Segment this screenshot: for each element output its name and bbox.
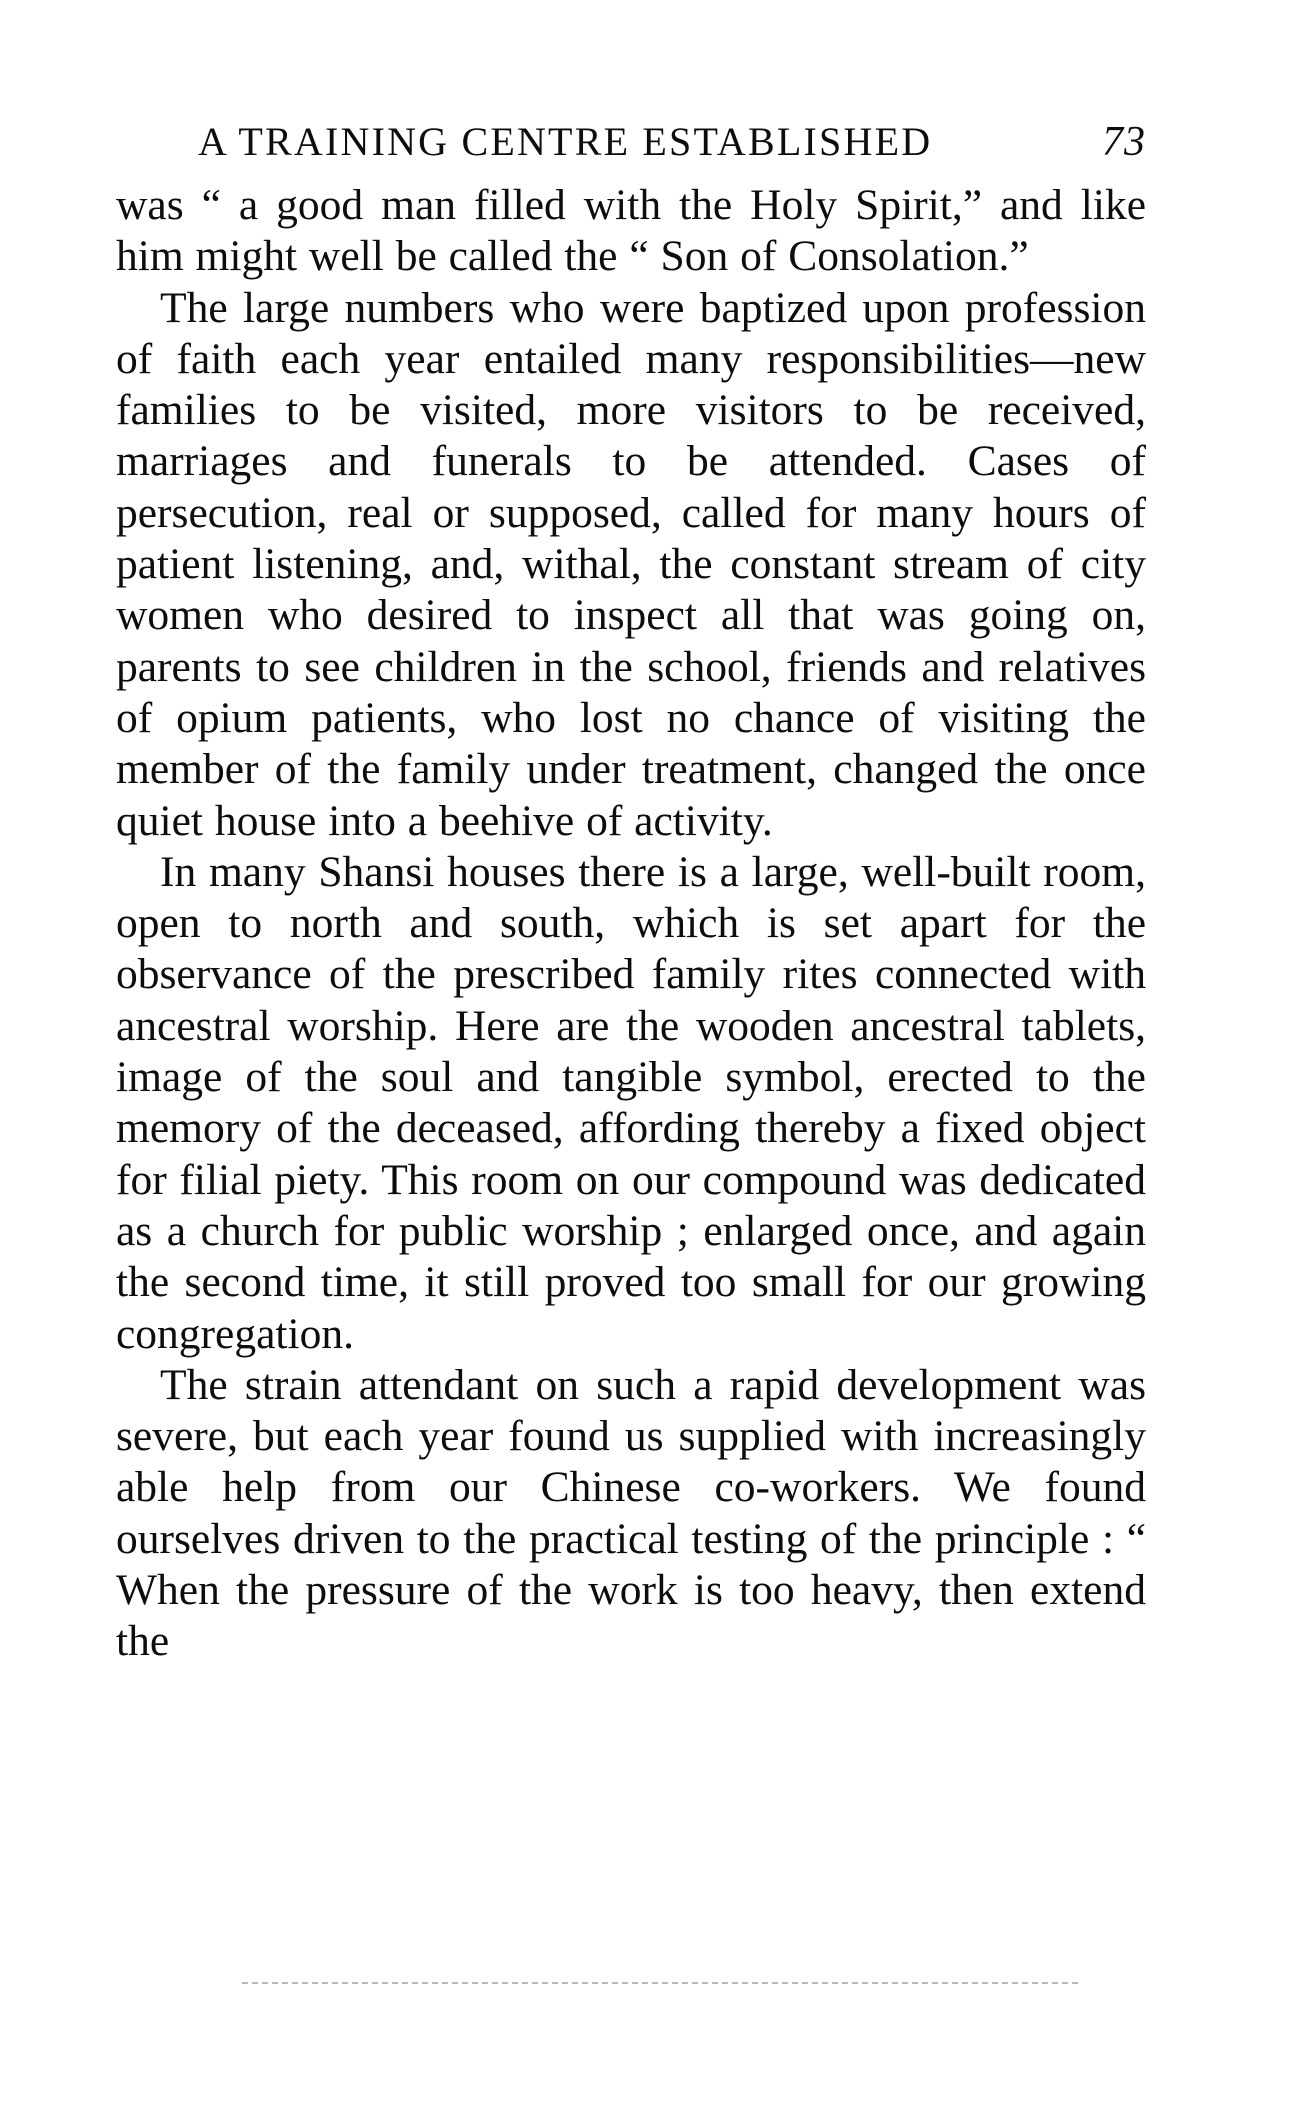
running-head [116, 118, 1146, 180]
paragraph: The large numbers who were baptized upon profession of faith each year entailed many responsibilities—new families to be visited, more visitors to be received, marriages and funerals to be attended. Cases of persecution, real or supposed, called for many hours of patient listening, and, withal, the constant stream of city women who desired to inspect all that was going on, parents to see children in the school, friends and relatives of opium patients, who lost no chance of visiting the member of the family under treatment, changed the once quiet house into a beehive of activity. [116, 283, 1146, 845]
paragraph: In many Shansi houses there is a large, well-built room, open to north and south, which is set apart for the observance of the prescribed family rites connected with ancestral worship. Here are the wooden ancestral tablets, image of the soul and tangible symbol, erected to the memory of the deceased, affording thereby a fixed object for filial piety. This room on our compound was dedicated as a church for public worship ; enlarged once, and again the second time, it still proved too small for our growing congregation. [116, 847, 1146, 1358]
paragraph: The strain attendant on such a rapid development was severe, but each year found us supplied with increasingly able help from our Chinese co-workers. We found ourselves driven to the practical testing of the principle : “ When the pressure of the work is too heavy, then extend the [116, 1360, 1146, 1666]
footer-rule [242, 1982, 1078, 1984]
running-head-title: A TRAINING CENTRE ESTABLISHED [198, 119, 933, 164]
paragraph-continued: was “ a good man filled with the Holy Spirit,” and like him might well be called the “ Son of Consolation.” [116, 181, 1146, 281]
page-number: 73 [1102, 119, 1146, 165]
book-page [116, 118, 1146, 1668]
body-text [116, 180, 1146, 1668]
